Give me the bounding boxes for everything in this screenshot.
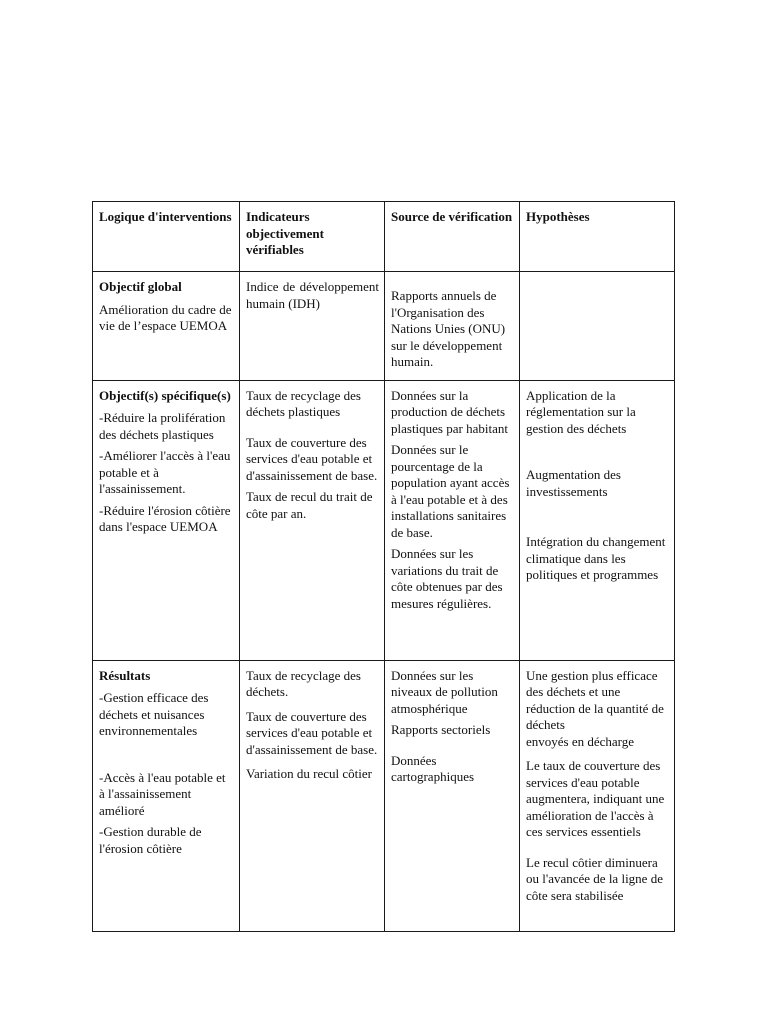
results-hypothesis-item: Le recul côtier diminuera ou l'avancée de la ligne de côte sera stabilisée (526, 854, 663, 903)
table-row-specific-objectives (93, 380, 675, 660)
specific-indicator-item: Taux de recyclage des déchets plastiques (246, 387, 361, 419)
specific-source-item: Données sur la production de déchets plastiques par habitant (391, 387, 508, 436)
specific-logic-item: -Réduire l'érosion côtière dans l'espace UEMOA (99, 502, 231, 534)
results-logic-item: -Gestion durable de l'érosion côtière (99, 824, 202, 856)
specific-source-item: Données sur le pourcentage de la population ayant accès à l'eau potable et à des installations sanitaires de base. (391, 442, 510, 540)
global-source-cell (385, 272, 520, 381)
header-cell-logic (93, 202, 240, 272)
global-indicator-text: Indice de développement humain (IDH) (246, 279, 379, 311)
global-objective-title: Objectif global (99, 279, 182, 294)
results-hypothesis-item: envoyés en décharge (526, 733, 635, 749)
specific-hypothesis-item: Intégration du changement climatique dans les politiques et programmes (526, 534, 666, 582)
header-cell-indicators (240, 202, 385, 272)
results-source-item: Rapports sectoriels (391, 722, 491, 737)
specific-indicator-item: Taux de recul du trait de côte par an. (246, 489, 373, 521)
specific-source-item: Données sur les variations du trait de côte obtenues par des mesures régulières. (391, 546, 503, 611)
results-indicator-item: Taux de couverture des services d'eau potable et d'assainissement de base. (246, 708, 378, 757)
header-indicators: Indicateurs objectivement vérifiables (246, 209, 324, 257)
results-logic-item: -Accès à l'eau potable et à l'assainissement amélioré (99, 769, 226, 818)
results-logic-item: -Gestion efficace des déchets et nuisances environnementales (99, 690, 209, 738)
global-source-text: Rapports annuels de l'Organisation des Nations Unies (ONU) sur le développement humain. (391, 288, 506, 369)
results-source-item: Données sur les niveaux de pollution atmosphérique (391, 667, 498, 716)
results-source-item: Données cartographiques (391, 752, 475, 784)
results-title: Résultats (99, 667, 151, 683)
table-row-global-objective (93, 272, 675, 381)
specific-hypotheses-cell (520, 380, 675, 660)
header-cell-source (385, 202, 520, 272)
results-indicator-item: Variation du recul côtier (246, 766, 372, 781)
global-hypothesis-cell (520, 272, 675, 381)
specific-indicator-item: Taux de couverture des services d'eau potable et d'assainissement de base. (246, 434, 378, 483)
specific-logic-cell (93, 380, 240, 660)
global-indicator-cell (240, 272, 385, 381)
specific-logic-item: -Améliorer l'accès à l'eau potable et à l'assainissement. (99, 448, 231, 496)
results-hypothesis-item: Une gestion plus efficace des déchets et une réduction de la quantité de déchets (526, 667, 664, 732)
results-hypotheses-cell (520, 660, 675, 931)
header-logic: Logique d'interventions (99, 209, 232, 224)
specific-indicators-cell (240, 380, 385, 660)
header-hypotheses: Hypothèses (526, 209, 590, 224)
specific-hypothesis-item: Augmentation des investissements (526, 467, 621, 499)
results-sources-cell (385, 660, 520, 931)
specific-hypothesis-item: Application de la réglementation sur la gestion des déchets (526, 387, 636, 436)
results-hypothesis-item: Le taux de couverture des services d'eau potable augmentera, indiquant une amélioration de l'accès à ces services essentiels (526, 758, 665, 839)
specific-sources-cell (385, 380, 520, 660)
specific-logic-item: -Réduire la prolifération des déchets plastiques (99, 410, 226, 442)
table-row-results (93, 660, 675, 931)
logical-framework-table (92, 201, 675, 932)
header-cell-hypotheses (520, 202, 675, 272)
global-logic-cell (93, 272, 240, 381)
table-header-row (93, 202, 675, 272)
results-logic-cell (93, 660, 240, 931)
results-indicators-cell (240, 660, 385, 931)
global-objective-text: Amélioration du cadre de vie de l’espace UEMOA (99, 301, 232, 333)
header-source: Source de vérification (391, 209, 513, 224)
specific-objectives-title: Objectif(s) spécifique(s) (99, 387, 231, 403)
results-indicator-item: Taux de recyclage des déchets. (246, 667, 361, 699)
